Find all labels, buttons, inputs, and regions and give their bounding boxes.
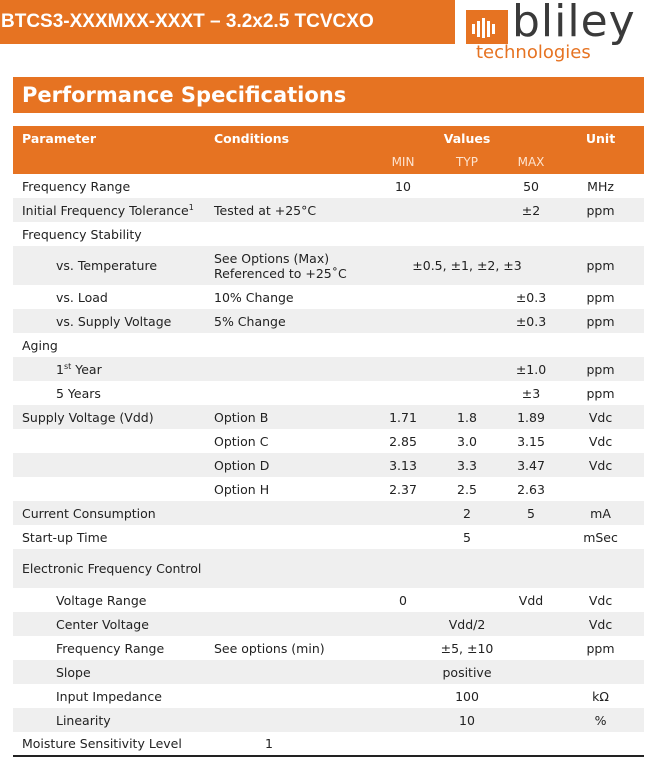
row-condition: Tested at +25°C [205,198,377,222]
table-subheader-row [13,150,644,174]
row-min [377,549,429,588]
row-condition [205,612,377,636]
row-unit: ppm [557,246,644,285]
row-parameter: 5 Years [13,381,205,405]
row-typ [429,285,505,309]
row-condition: 10% Change [205,285,377,309]
row-typ [429,333,505,357]
row-unit: kΩ [557,684,644,708]
performance-spec-table [13,126,644,757]
row-typ: ±5, ±10 [429,636,505,660]
row-min [377,222,429,246]
row-condition [205,708,377,732]
row-max [505,636,557,660]
row-typ [429,381,505,405]
row-min [377,309,429,333]
row-max [505,660,557,684]
row-unit: Vdc [557,588,644,612]
row-typ [429,732,505,756]
row-parameter: 1st Year [13,357,205,381]
row-parameter: vs. Supply Voltage [13,309,205,333]
row-unit: Vdc [557,453,644,477]
row-parameter: Electronic Frequency Control [13,549,205,588]
row-condition [205,660,377,684]
row-min: 2.37 [377,477,429,501]
logo-signal-icon [466,10,508,44]
row-max [505,222,557,246]
table-row [13,381,644,405]
subheader-min: MIN [377,150,429,174]
row-condition: Option D [205,453,377,477]
row-unit: ppm [557,357,644,381]
row-max [505,549,557,588]
table-row [13,588,644,612]
row-unit: Vdc [557,612,644,636]
section-title: Performance Specifications [13,77,644,113]
table-row [13,333,644,357]
row-min [377,381,429,405]
table-row [13,174,644,198]
row-parameter: Voltage Range [13,588,205,612]
row-condition: 1 [205,732,377,756]
row-typ [429,588,505,612]
row-condition [205,684,377,708]
row-parameter [13,477,205,501]
table-row [13,309,644,333]
row-unit: MHz [557,174,644,198]
row-typ [429,549,505,588]
table-row [13,501,644,525]
row-max: 3.15 [505,429,557,453]
row-min: 10 [377,174,429,198]
row-unit [557,477,644,501]
row-typ: 3.0 [429,429,505,453]
row-unit [557,549,644,588]
table-row [13,732,644,756]
row-max: ±3 [505,381,557,405]
row-max: 50 [505,174,557,198]
row-condition: Option B [205,405,377,429]
row-min: 3.13 [377,453,429,477]
row-unit [557,660,644,684]
row-condition [205,381,377,405]
row-condition [205,174,377,198]
row-typ [429,198,505,222]
row-min: 1.71 [377,405,429,429]
row-min: 2.85 [377,429,429,453]
row-parameter: vs. Temperature [13,246,205,285]
row-min [377,612,429,636]
row-unit: ppm [557,285,644,309]
row-max: 2.63 [505,477,557,501]
row-max: 1.89 [505,405,557,429]
row-typ [429,174,505,198]
row-unit: ppm [557,198,644,222]
row-max [505,708,557,732]
row-unit: ppm [557,381,644,405]
row-typ: 5 [429,525,505,549]
row-unit: mSec [557,525,644,549]
document-title: BTCS3-XXXMXX-XXXT – 3.2x2.5 TCVCXO [0,0,455,44]
table-row [13,285,644,309]
row-condition: 5% Change [205,309,377,333]
row-condition: See Options (Max) Referenced to +25˚C [205,246,377,285]
row-max [505,684,557,708]
row-min [377,708,429,732]
row-unit: mA [557,501,644,525]
row-typ: 2.5 [429,477,505,501]
row-min [377,636,429,660]
table-row [13,222,644,246]
row-typ: 3.3 [429,453,505,477]
row-parameter: Slope [13,660,205,684]
row-condition [205,588,377,612]
bliley-logo [462,0,652,64]
header-values: Values [377,126,557,150]
header-conditions: Conditions [205,126,377,150]
row-typ: 10 [429,708,505,732]
row-unit [557,333,644,357]
row-typ: 1.8 [429,405,505,429]
logo-tagline: technologies [476,42,591,63]
row-unit [557,732,644,756]
table-row [13,405,644,429]
table-row [13,612,644,636]
table-row [13,684,644,708]
table-row [13,636,644,660]
row-typ [429,357,505,381]
row-min [377,732,429,756]
row-parameter [13,429,205,453]
row-typ [429,309,505,333]
row-min [377,525,429,549]
row-parameter: vs. Load [13,285,205,309]
row-condition: Option H [205,477,377,501]
row-parameter [13,453,205,477]
row-parameter: Current Consumption [13,501,205,525]
row-condition [205,525,377,549]
row-values-span: ±0.5, ±1, ±2, ±3 [377,246,557,285]
table-row [13,660,644,684]
row-condition [205,501,377,525]
table-row [13,549,644,588]
row-parameter: Center Voltage [13,612,205,636]
row-condition [205,333,377,357]
row-condition: See options (min) [205,636,377,660]
row-max: ±0.3 [505,285,557,309]
row-max: ±0.3 [505,309,557,333]
row-unit: ppm [557,636,644,660]
row-condition [205,357,377,381]
row-parameter: Moisture Sensitivity Level [13,732,205,756]
row-max: ±1.0 [505,357,557,381]
table-row [13,246,644,285]
row-typ: 100 [429,684,505,708]
row-parameter: Frequency Stability [13,222,205,246]
row-parameter: Linearity [13,708,205,732]
table-row [13,708,644,732]
table-row [13,429,644,453]
row-min [377,501,429,525]
row-parameter: Frequency Range [13,174,205,198]
row-min [377,684,429,708]
subheader-max: MAX [505,150,557,174]
row-min: 0 [377,588,429,612]
row-unit: % [557,708,644,732]
footnote-marker: 1 [188,202,194,212]
row-unit: Vdc [557,405,644,429]
row-max [505,732,557,756]
row-typ: positive [429,660,505,684]
row-min [377,198,429,222]
table-row [13,525,644,549]
row-parameter: Start-up Time [13,525,205,549]
row-unit: Vdc [557,429,644,453]
row-max [505,612,557,636]
row-max: 3.47 [505,453,557,477]
row-parameter: Input Impedance [13,684,205,708]
row-parameter: Initial Frequency Tolerance$^1$ [13,198,205,222]
row-parameter: Frequency Range [13,636,205,660]
row-parameter: Supply Voltage (Vdd) [13,405,205,429]
row-unit: ppm [557,309,644,333]
table-row [13,198,644,222]
row-parameter: Aging [13,333,205,357]
row-max [505,525,557,549]
row-min [377,285,429,309]
row-max: 5 [505,501,557,525]
row-min [377,357,429,381]
table-row [13,357,644,381]
table-row [13,453,644,477]
row-condition [205,222,377,246]
subheader-typ: TYP [429,150,505,174]
logo-wordmark: bliley [512,0,636,47]
header-unit: Unit [557,126,644,150]
row-typ [429,222,505,246]
row-condition: Option C [205,429,377,453]
row-max: ±2 [505,198,557,222]
row-typ: 2 [429,501,505,525]
row-unit [557,222,644,246]
table-header-row [13,126,644,150]
row-min [377,333,429,357]
row-min [377,660,429,684]
row-condition [205,549,377,588]
row-max [505,333,557,357]
row-max: Vdd [505,588,557,612]
header-parameter: Parameter [13,126,205,150]
row-typ: Vdd/2 [429,612,505,636]
table-row [13,477,644,501]
